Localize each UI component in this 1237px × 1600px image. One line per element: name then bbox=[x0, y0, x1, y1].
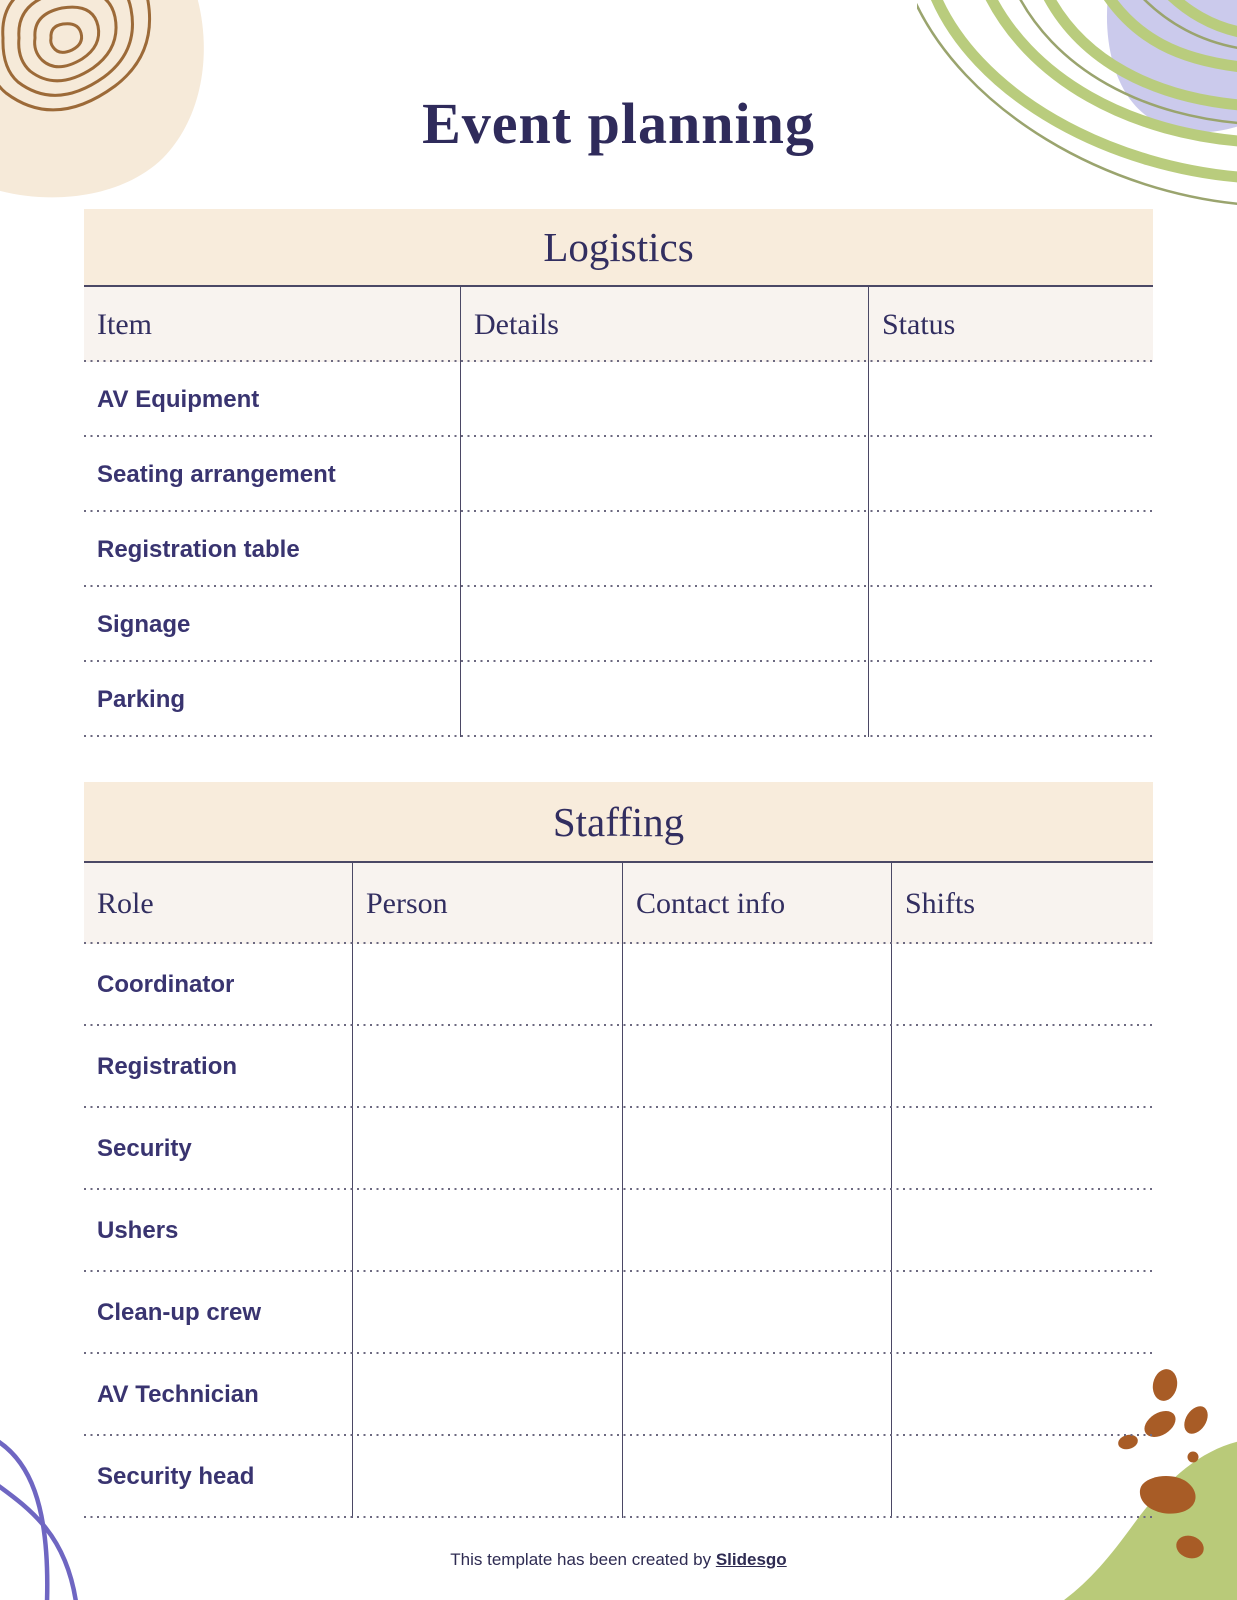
logistics-table bbox=[84, 209, 1153, 737]
details-cell-empty[interactable] bbox=[460, 662, 868, 737]
table-row bbox=[84, 512, 1153, 587]
logistics-column-header-status: Status bbox=[868, 287, 1153, 362]
logistics-table-title: Logistics bbox=[84, 209, 1153, 287]
table-row bbox=[84, 587, 1153, 662]
staffing-row-label: Security bbox=[97, 1135, 192, 1162]
person-cell-empty[interactable] bbox=[352, 1108, 622, 1190]
logistics-header-row bbox=[84, 287, 1153, 362]
details-cell-empty[interactable] bbox=[460, 512, 868, 587]
staffing-row-label: Security head bbox=[97, 1463, 255, 1490]
slidesgo-link[interactable]: Slidesgo bbox=[715, 1550, 787, 1569]
staffing-column-header-shifts: Shifts bbox=[891, 863, 1153, 944]
contact-cell-empty[interactable] bbox=[622, 1108, 891, 1190]
table-row bbox=[84, 1026, 1153, 1108]
staffing-header-row bbox=[84, 863, 1153, 944]
footer-credit bbox=[0, 1550, 1237, 1570]
staffing-table-title: Staffing bbox=[84, 782, 1153, 863]
status-cell-empty[interactable] bbox=[868, 587, 1153, 662]
logistics-row-label: Seating arrangement bbox=[97, 460, 336, 488]
details-cell-empty[interactable] bbox=[460, 362, 868, 437]
logistics-row-label: AV Equipment bbox=[97, 385, 260, 413]
table-row bbox=[84, 1272, 1153, 1354]
status-cell-empty[interactable] bbox=[868, 362, 1153, 437]
staffing-row-label: Registration bbox=[97, 1053, 238, 1080]
logistics-row-label: Parking bbox=[97, 685, 186, 713]
page-title: Event planning bbox=[422, 91, 815, 156]
staffing-column-header-contact: Contact info bbox=[622, 863, 891, 944]
shifts-cell-empty[interactable] bbox=[891, 1354, 1153, 1436]
table-row bbox=[84, 1354, 1153, 1436]
logistics-column-header-item: Item bbox=[97, 307, 152, 341]
table-row bbox=[84, 1108, 1153, 1190]
contact-cell-empty[interactable] bbox=[622, 1272, 891, 1354]
table-row bbox=[84, 662, 1153, 737]
staffing-row-label: Coordinator bbox=[97, 971, 235, 998]
shifts-cell-empty[interactable] bbox=[891, 1108, 1153, 1190]
contact-cell-empty[interactable] bbox=[622, 944, 891, 1026]
person-cell-empty[interactable] bbox=[352, 1026, 622, 1108]
contact-cell-empty[interactable] bbox=[622, 1026, 891, 1108]
table-row bbox=[84, 362, 1153, 437]
details-cell-empty[interactable] bbox=[460, 437, 868, 512]
details-cell-empty[interactable] bbox=[460, 587, 868, 662]
staffing-row-label: Ushers bbox=[97, 1217, 179, 1244]
table-row bbox=[84, 1436, 1153, 1518]
table-row bbox=[84, 437, 1153, 512]
table-row bbox=[84, 1190, 1153, 1272]
status-cell-empty[interactable] bbox=[868, 437, 1153, 512]
person-cell-empty[interactable] bbox=[352, 1354, 622, 1436]
staffing-row-label: AV Technician bbox=[97, 1381, 259, 1408]
logistics-row-label: Registration table bbox=[97, 535, 300, 563]
logistics-column-header-details: Details bbox=[460, 287, 868, 362]
logistics-row-label: Signage bbox=[97, 610, 191, 638]
shifts-cell-empty[interactable] bbox=[891, 1436, 1153, 1518]
contact-cell-empty[interactable] bbox=[622, 1354, 891, 1436]
shifts-cell-empty[interactable] bbox=[891, 1272, 1153, 1354]
person-cell-empty[interactable] bbox=[352, 1272, 622, 1354]
shifts-cell-empty[interactable] bbox=[891, 1026, 1153, 1108]
staffing-row-label: Clean-up crew bbox=[97, 1299, 262, 1326]
person-cell-empty[interactable] bbox=[352, 944, 622, 1026]
staffing-column-header-role: Role bbox=[97, 886, 154, 920]
staffing-table bbox=[84, 782, 1153, 1518]
table-row bbox=[84, 944, 1153, 1026]
contact-cell-empty[interactable] bbox=[622, 1436, 891, 1518]
status-cell-empty[interactable] bbox=[868, 662, 1153, 737]
shifts-cell-empty[interactable] bbox=[891, 944, 1153, 1026]
staffing-column-header-person: Person bbox=[352, 863, 622, 944]
contact-cell-empty[interactable] bbox=[622, 1190, 891, 1272]
person-cell-empty[interactable] bbox=[352, 1190, 622, 1272]
status-cell-empty[interactable] bbox=[868, 512, 1153, 587]
shifts-cell-empty[interactable] bbox=[891, 1190, 1153, 1272]
footer-credit-text: This template has been created by bbox=[450, 1550, 712, 1569]
person-cell-empty[interactable] bbox=[352, 1436, 622, 1518]
